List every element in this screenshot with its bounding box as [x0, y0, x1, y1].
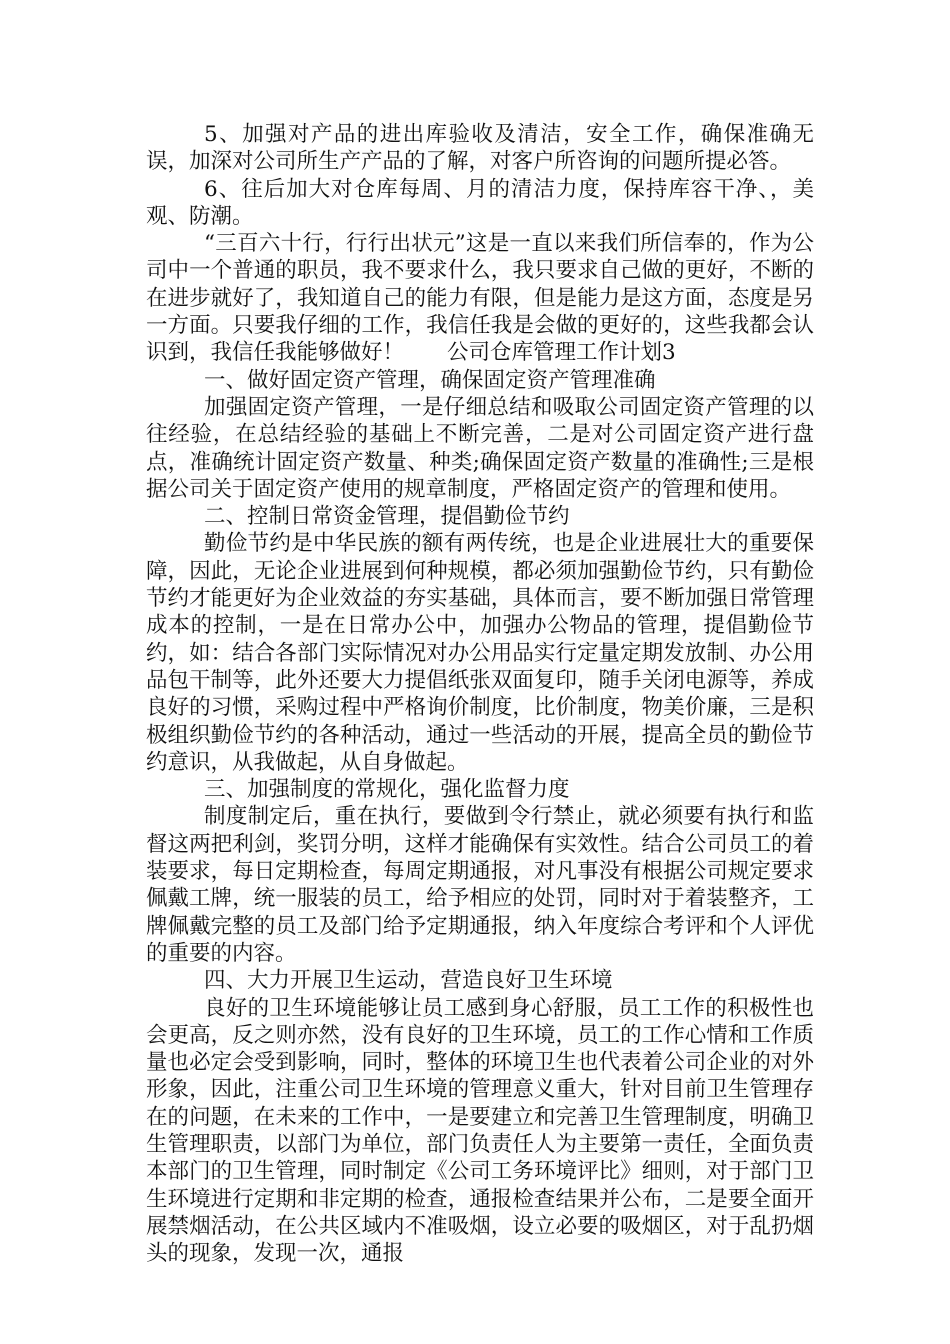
section-heading-2: 二、控制日常资金管理，提倡勤俭节约 — [204, 504, 570, 530]
document-body — [146, 121, 814, 1267]
section-body-4: 良好的卫生环境能够让员工感到身心舒服，员工工作的积极性也会更高，反之则亦然，没有良好的卫生环境，员工的工作心情和工作质量也必定会受到影响，同时，整体的环境卫生也代表着公司企业的对外形象，因此，注重公司卫生环境的管理意义重大，针对目前卫生管理存在的问题，在未来的工作中，一是要建立和完善卫生管理制度，明确卫生管理职责，以部门为单位，部门负责任人为主要第一责任，全面负责本部门的卫生管理，同时制定《公司工务环境评比》细则，对于部门卫生环境进行定期和非定期的检查，通报检查结果并公布，二是要全面开展禁烟活动，在公共区域内不准吸烟，设立必要的吸烟区，对于乱扔烟头的现象，发现一次，通报 — [146, 995, 814, 1267]
section-heading-1: 一、做好固定资产管理，确保固定资产管理准确 — [204, 367, 656, 393]
paragraph-item-5: 5、加强对产品的进出库验收及清洁，安全工作，确保准确无误，加深对公司所生产产品的了解，对客户所咨询的问题所提必答。 — [146, 122, 814, 175]
section-body-3: 制度制定后，重在执行，要做到令行禁止，就必须要有执行和监督这两把利剑，奖罚分明，这样才能确保有实效性。结合公司员工的着装要求，每日定期检查，每周定期通报，对凡事没有根据公司规定要求佩戴工牌，统一服装的员工，给予相应的处罚，同时对于着装整齐，工牌佩戴完整的员工及部门给予定期通报，纳入年度综合考评和个人评优的重要的内容。 — [146, 804, 814, 966]
paragraph-motto: “三百六十行，行行出状元”这是一直以来我们所信奉的，作为公司中一个普通的职员，我不要求什么，我只要求自己做的更好，不断的在进步就好了，我知道自己的能力有限，但是能力是这方面，态度是另一方面。只要我仔细的工作，我信任我是会做的更好的，这些我都会认识到，我信任我能够做好！ 公司仓库管理工作计划3 — [146, 231, 814, 366]
paragraph-item-6: 6、往后加大对仓库每周、月的清洁力度，保持库容干净、，美观、防潮。 — [146, 176, 814, 229]
section-heading-4: 四、大力开展卫生运动，营造良好卫生环境 — [204, 968, 613, 994]
section-body-2: 勤俭节约是中华民族的额有两传统，也是企业进展壮大的重要保障，因此，无论企业进展到何种规模，都必须加强勤俭节约，只有勤俭节约才能更好为企业效益的夯实基础，具体而言，要不断加强日常管理成本的控制，一是在日常办公中，加强办公物品的管理，提倡勤俭节约，如：结合各部门实际情况对办公用品实行定量定期发放制、办公用品包干制等，此外还要大力提倡纸张双面复印，随手关闭电源等，养成良好的习惯，采购过程中严格询价制度，比价制度，物美价廉，三是积极组织勤俭节约的各种活动，通过一些活动的开展，提高全员的勤俭节约意识，从我做起，从自身做起。 — [146, 531, 814, 775]
section-heading-3: 三、加强制度的常规化，强化监督力度 — [204, 777, 570, 803]
section-body-1: 加强固定资产管理，一是仔细总结和吸取公司固定资产管理的以往经验，在总结经验的基础上不断完善，二是对公司固定资产进行盘点，准确统计固定资产数量、种类;确保固定资产数量的准确性;三是根据公司关于固定资产使用的规章制度，严格固定资产的管理和使用。 — [146, 394, 814, 502]
